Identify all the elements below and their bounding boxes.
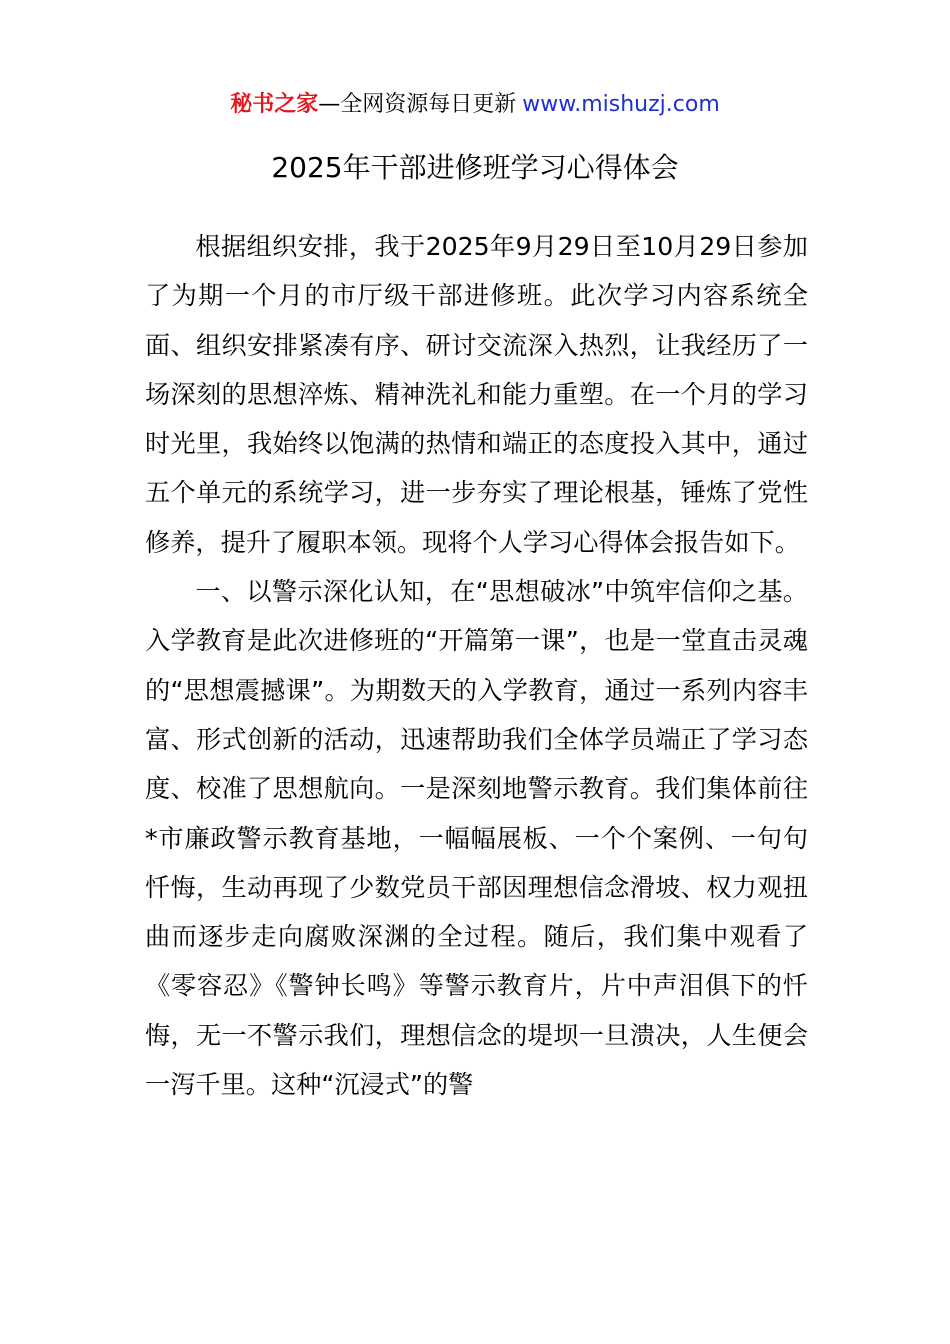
- site-header: [0, 88, 950, 122]
- header-tagline: —全网资源每日更新: [318, 92, 517, 117]
- paragraph-intro: 根据组织安排，我于2025年9月29日至10月29日参加了为期一个月的市厅级干部进修班。此次学习内容系统全面、组织安排紧凑有序、研讨交流深入热烈，让我经历了一场深刻的思想淬炼、精神洗礼和能力重塑。在一个月的学习时光里，我始终以饱满的热情和端正的态度投入其中，通过五个单元的系统学习，进一步夯实了理论根基，锤炼了党性修养，提升了履职本领。现将个人学习心得体会报告如下。: [145, 232, 808, 557]
- document-body: [145, 222, 808, 1109]
- site-url-link[interactable]: www.mishuzj.com: [522, 92, 720, 117]
- document-title: 2025年干部进修班学习心得体会: [271, 151, 679, 184]
- brand-name: 秘书之家: [230, 92, 319, 117]
- paragraph-section-one: 一、以警示深化认知，在“思想破冰”中筑牢信仰之基。入学教育是此次进修班的“开篇第一课”，也是一堂直击灵魂的“思想震撼课”。为期数天的入学教育，通过一系列内容丰富、形式创新的活动，迅速帮助我们全体学员端正了学习态度、校准了思想航向。一是深刻地警示教育。我们集体前往*市廉政警示教育基地，一幅幅展板、一个个案例、一句句忏悔，生动再现了少数党员干部因理想信念滑坡、权力观扭曲而逐步走向腐败深渊的全过程。随后，我们集中观看了《零容忍》《警钟长鸣》等警示教育片，片中声泪俱下的忏悔，无一不警示我们，理想信念的堤坝一旦溃决，人生便会一泻千里。这种“沉浸式”的警: [145, 577, 808, 1100]
